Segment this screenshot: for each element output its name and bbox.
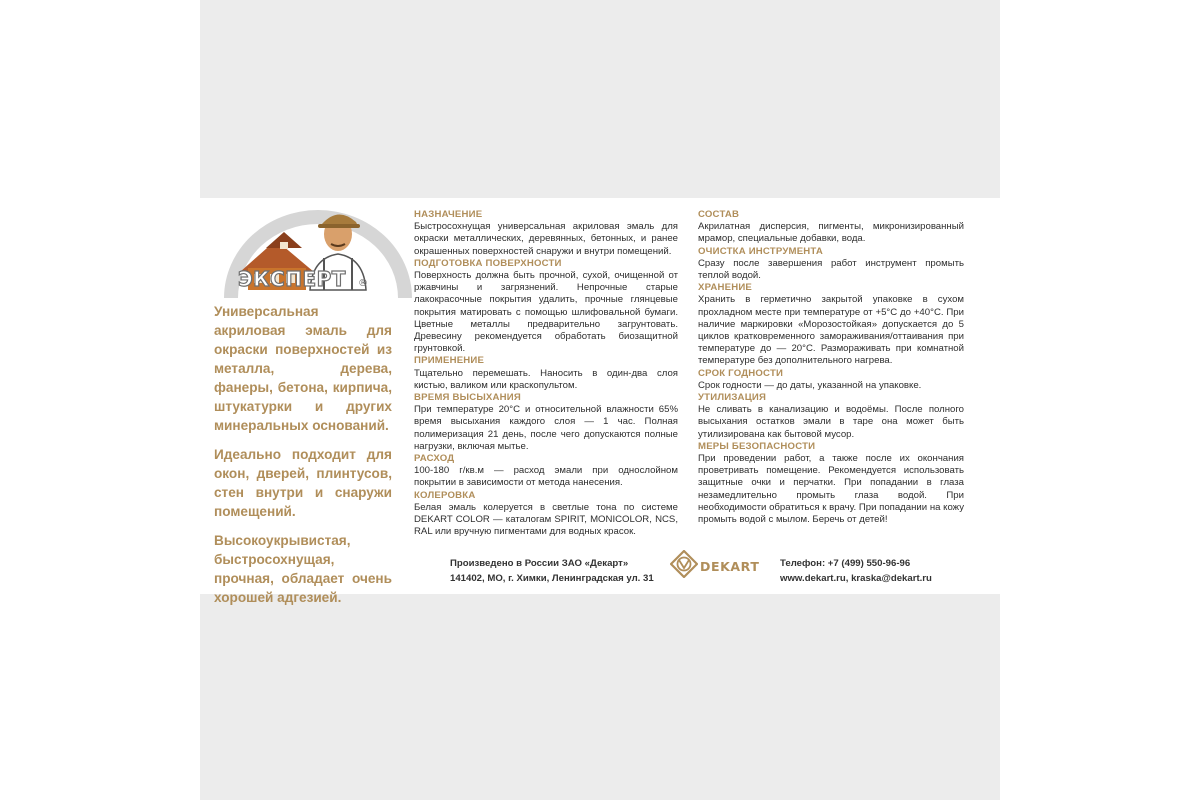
- contact-info: [780, 556, 932, 586]
- product-label: [200, 198, 1000, 605]
- phone-text: Телефон: +7 (499) 550-96-96: [780, 558, 911, 569]
- address-text: 141402, МО, г. Химки, Ленинградская ул. 31: [450, 573, 654, 584]
- section-text-cleaning: Сразу после завершения работ инструмент промыть теплой водой.: [698, 257, 964, 282]
- section-title-preparation: ПОДГОТОВКА ПОВЕРХНОСТИ: [414, 257, 562, 269]
- section-text-shelf-life: Срок годности — до даты, указанной на упаковке.: [698, 379, 922, 391]
- section-title-drying: ВРЕМЯ ВЫСЫХАНИЯ: [414, 392, 521, 404]
- section-text-safety: При проведении работ, а также после их окончания проветривать помещение. Рекомендуется использовать защитные очки и перчатки. При попадании в глаза незамедлительно промыть глаза водой. При необходимости обратиться к врачу. При попадании на кожу промыть водой с мылом. Беречь от детей!: [698, 453, 964, 526]
- section-title-safety: МЕРЫ БЕЗОПАСНОСТИ: [698, 440, 816, 452]
- section-text-storage: Хранить в герметично закрытой упаковке в сухом прохладном месте при температуре от +5°С до +40°С. При наличие маркировки «Морозостойкая» допускается до 5 циклов кратковременного замораживания/оттаивания при температуре до — 20°С. Размораживать при комнатной температуре без дополнительного нагрева.: [698, 294, 964, 367]
- instructions-column-right: [698, 209, 964, 526]
- section-text-tinting: Белая эмаль колеруется в светлые тона по системе DEKART COLOR — каталогам SPIRIT, MONICOLOR, NCS, RAL или вручную пигментами для водных красок.: [414, 501, 678, 538]
- tagline-paragraph: Идеально подходит для окон, дверей, плинтусов, стен внутри и снаружи помещений.: [214, 447, 392, 519]
- section-text-application: Тщательно перемешать. Наносить в один-два слоя кистью, валиком или краскопультом.: [414, 367, 678, 391]
- brand-name: ЭКСПЕРТ: [238, 267, 346, 291]
- section-text-purpose: Быстросохнущая универсальная акриловая эмаль для окраски металлических, деревянных, бетонных, и ранее окрашенных поверхностей снаружи и внутри помещений.: [414, 221, 678, 257]
- section-title-storage: ХРАНЕНИЕ: [698, 282, 753, 294]
- dekart-emblem-icon: [670, 550, 698, 578]
- manufacturer-info: [450, 556, 654, 586]
- section-text-disposal: Не сливать в канализацию и водоёмы. После полного высыхания остатков эмали в таре она может быть утилизирована как бытовой мусор.: [698, 404, 964, 440]
- section-text-drying: При температуре 20°С и относительной влажности 65% время высыхания каждого слоя — 1 час. Полная полимеризация 21 день, после чего допускаются полные нагрузки, включая мытье.: [414, 404, 678, 452]
- tagline-paragraph: Высокоукрывистая, быстросохнущая, прочная, обладает очень хорошей адгезией.: [214, 533, 392, 605]
- section-title-shelf-life: СРОК ГОДНОСТИ: [698, 367, 784, 379]
- brand-logo: [218, 202, 418, 302]
- dekart-wordmark: DEKART: [700, 559, 760, 574]
- label-footer: [200, 556, 1000, 596]
- section-title-cleaning: ОЧИСТКА ИНСТРУМЕНТА: [698, 245, 824, 257]
- section-title-purpose: НАЗНАЧЕНИЕ: [414, 209, 483, 220]
- section-text-preparation: Поверхность должна быть прочной, сухой, очищенной от ржавчины и загрязнений. Непрочные старые лакокрасочные покрытия удалить, прочные глянцевые покрытия матировать с помощью шлифовальной бумаги. Цветные металлы предварительно загрунтовать. Древесину рекомендуется обработать биозащитной грунтовкой.: [414, 270, 678, 355]
- web-text: www.dekart.ru, kraska@dekart.ru: [780, 573, 932, 584]
- made-in-text: Произведено в России ЗАО «Декарт»: [450, 558, 629, 569]
- section-title-tinting: КОЛЕРОВКА: [414, 489, 476, 501]
- registered-mark: ®: [358, 278, 368, 289]
- section-title-composition: СОСТАВ: [698, 209, 740, 220]
- section-text-consumption: 100-180 г/кв.м — расход эмали при однослойном покрытии в зависимости от метода нанесения.: [414, 465, 678, 489]
- section-title-application: ПРИМЕНЕНИЕ: [414, 355, 485, 367]
- section-title-disposal: УТИЛИЗАЦИЯ: [698, 392, 767, 404]
- section-title-consumption: РАСХОД: [414, 453, 455, 465]
- dekart-logo: [670, 550, 762, 580]
- instructions-column-left: [414, 209, 678, 538]
- tagline-paragraph: Универсальная акриловая эмаль для окраски поверхностей из металла, дерева, фанеры, бетона, кирпича, штукатурки и других минеральных оснований.: [214, 304, 392, 433]
- section-text-composition: Акрилатная дисперсия, пигменты, микронизированный мрамор, специальные добавки, вода.: [698, 221, 964, 245]
